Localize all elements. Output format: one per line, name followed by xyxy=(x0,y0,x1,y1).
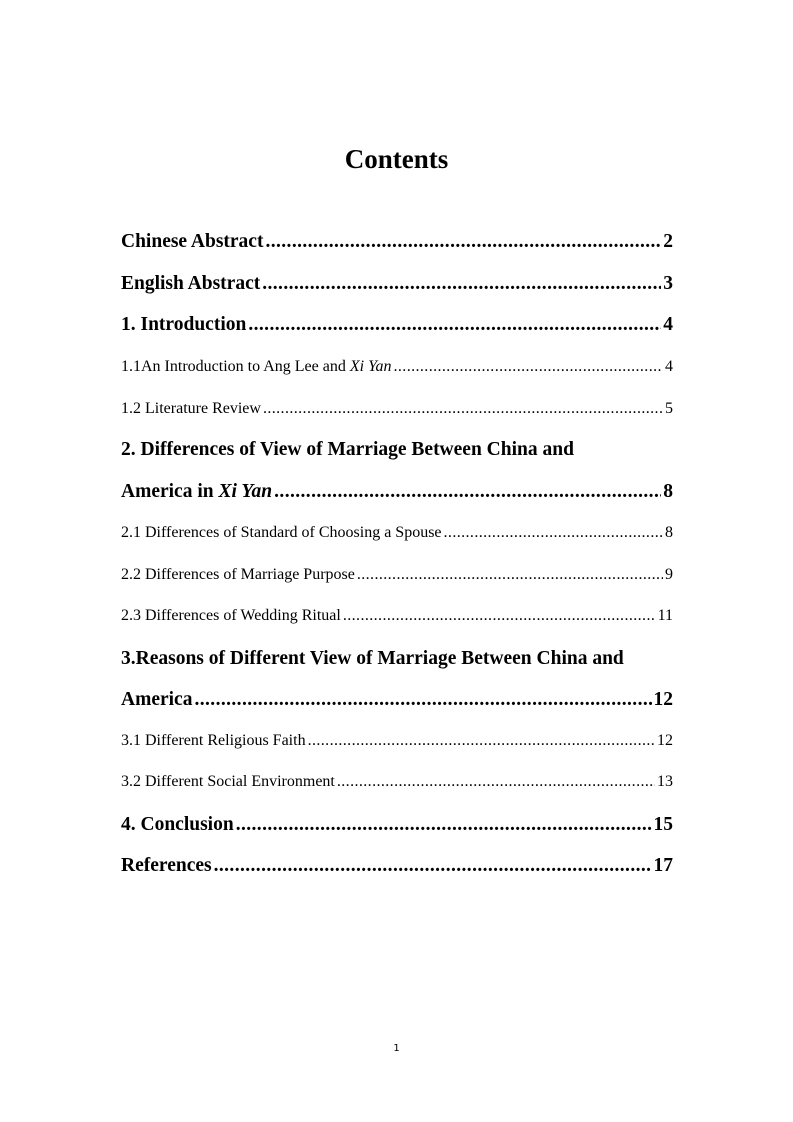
toc-entry-label: America in Xi Yan xyxy=(121,481,273,502)
toc-entry-label: 4. Conclusion xyxy=(121,814,234,835)
toc-entry-page: 15 xyxy=(653,814,673,835)
toc-entry-page: 12 xyxy=(657,732,673,749)
toc-entry-label: 1.1An Introduction to Ang Lee and Xi Yan xyxy=(121,358,392,375)
toc-entry-label: Chinese Abstract xyxy=(121,231,264,252)
toc-entry-2-3[interactable] xyxy=(121,606,673,626)
toc-entry-page: 3 xyxy=(663,273,673,294)
toc-entry-3-line1[interactable]: 3.Reasons of Different View of Marriage Between China and xyxy=(121,648,624,669)
dot-leader xyxy=(248,313,661,337)
toc-entry-page: 4 xyxy=(663,314,673,335)
toc-entry-label: 1.2 Literature Review xyxy=(121,400,261,417)
toc-entry-label: 2.2 Differences of Marriage Purpose xyxy=(121,566,355,583)
toc-entry-conclusion[interactable] xyxy=(121,813,673,837)
toc-entry-label: 3.2 Different Social Environment xyxy=(121,773,335,790)
dot-leader xyxy=(394,357,664,377)
toc-entry-page: 9 xyxy=(665,566,673,583)
toc-entry-page: 8 xyxy=(665,524,673,541)
toc-entry-3[interactable] xyxy=(121,688,673,712)
toc-entry-chinese-abstract[interactable] xyxy=(121,230,673,254)
dot-leader xyxy=(274,480,661,504)
toc-entry-page: 11 xyxy=(657,607,673,624)
toc-entry-label: 1. Introduction xyxy=(121,314,247,335)
dot-leader xyxy=(262,272,661,296)
dot-leader xyxy=(194,688,651,712)
toc-entry-label: 2.1 Differences of Standard of Choosing a Spouse xyxy=(121,524,442,541)
dot-leader xyxy=(444,523,663,543)
toc-entry-introduction[interactable] xyxy=(121,313,673,337)
toc-entry-3-1[interactable] xyxy=(121,731,673,751)
toc-entry-references[interactable] xyxy=(121,854,673,878)
toc-entry-label: 2.3 Differences of Wedding Ritual xyxy=(121,607,341,624)
toc-entry-2-line1[interactable]: 2. Differences of View of Marriage Between China and xyxy=(121,439,574,460)
toc-entry-label: References xyxy=(121,855,212,876)
toc-entry-label: 3.1 Different Religious Faith xyxy=(121,732,306,749)
toc-entry-page: 5 xyxy=(665,400,673,417)
dot-leader xyxy=(265,230,661,254)
dot-leader xyxy=(263,399,663,419)
dot-leader xyxy=(308,731,655,751)
italic-title: Xi Yan xyxy=(218,481,273,502)
toc-entry-page: 8 xyxy=(663,481,673,502)
toc-entry-page: 17 xyxy=(653,855,673,876)
toc-entry-page: 4 xyxy=(665,358,673,375)
dot-leader xyxy=(357,565,663,585)
toc-entry-3-2[interactable] xyxy=(121,772,673,792)
toc-entry-label: America xyxy=(121,689,193,710)
italic-title: Xi Yan xyxy=(349,358,392,375)
page-number: 1 xyxy=(393,1043,400,1054)
toc-entry-page: 13 xyxy=(657,773,673,790)
toc-entry-2-2[interactable] xyxy=(121,565,673,585)
toc-entry-2-1[interactable] xyxy=(121,523,673,543)
page-title: Contents xyxy=(344,144,449,174)
toc-entry-1-1[interactable] xyxy=(121,357,673,377)
toc-entry-page: 2 xyxy=(663,231,673,252)
toc-entry-page: 12 xyxy=(653,689,673,710)
toc-entry-2[interactable] xyxy=(121,480,673,504)
dot-leader xyxy=(214,854,652,878)
dot-leader xyxy=(236,813,652,837)
dot-leader xyxy=(343,606,656,626)
toc-entry-english-abstract[interactable] xyxy=(121,272,673,296)
dot-leader xyxy=(337,772,655,792)
toc-entry-1-2[interactable] xyxy=(121,399,673,419)
toc-entry-label: English Abstract xyxy=(121,273,261,294)
